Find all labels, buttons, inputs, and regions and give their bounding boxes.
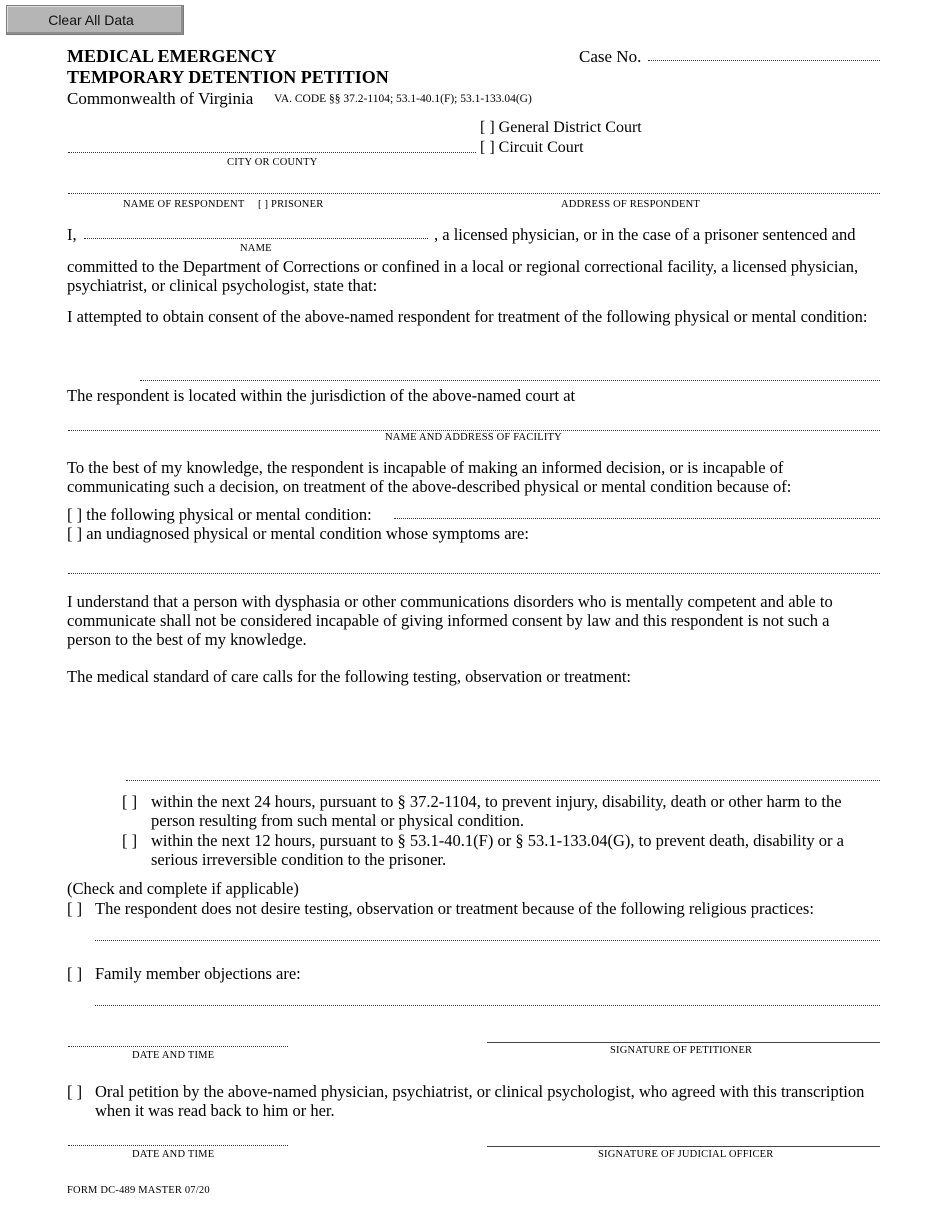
option-religious-label: The respondent does not desire testing, observation or treatment because of the following religious practices: <box>95 899 814 918</box>
general-district-label: General District Court <box>498 119 642 136</box>
case-no-field[interactable] <box>648 60 880 61</box>
incapable-paragraph: To the best of my knowledge, the respondent is incapable of making an informed decision, or is incapable of communicating such a decision, on treatment of the above-described physical or mental condition because of: <box>67 458 792 496</box>
religious-practices-field[interactable] <box>95 940 880 941</box>
form-title-line1: MEDICAL EMERGENCY <box>67 46 277 66</box>
checkbox-12-hours[interactable]: [ ] <box>122 831 138 850</box>
consent-paragraph: I attempted to obtain consent of the above-named respondent for treatment of the following physical or mental condition: <box>67 307 868 326</box>
option-physical-condition-label: the following physical or mental condition: <box>86 505 372 524</box>
date-time-label-2: DATE AND TIME <box>132 1149 215 1160</box>
circuit-court-option[interactable] <box>480 139 584 157</box>
general-district-court-option[interactable] <box>480 119 642 137</box>
treatment-field[interactable] <box>126 780 880 781</box>
date-time-field-2[interactable] <box>68 1145 288 1146</box>
check-if-applicable-note: (Check and complete if applicable) <box>67 879 299 898</box>
petitioner-signature-label: SIGNATURE OF PETITIONER <box>610 1045 753 1056</box>
form-id: FORM DC-489 MASTER 07/20 <box>67 1185 210 1196</box>
clear-all-data-button[interactable]: Clear All Data <box>6 5 184 35</box>
option-12-hours-label: within the next 12 hours, pursuant to § 53.1-40.1(F) or § 53.1-133.04(G), to prevent death, disability or a serious irreversible condition to the prisoner. <box>151 831 844 869</box>
circuit-label: Circuit Court <box>498 139 584 156</box>
option-undiagnosed-label: an undiagnosed physical or mental condition whose symptoms are: <box>86 524 529 543</box>
option-undiagnosed[interactable] <box>67 524 529 544</box>
facility-label: NAME AND ADDRESS OF FACILITY <box>385 432 562 443</box>
city-county-field[interactable] <box>68 152 476 153</box>
judicial-signature-line[interactable] <box>487 1146 880 1147</box>
petitioner-signature-line[interactable] <box>487 1042 880 1043</box>
va-code-citation: VA. CODE §§ 37.2-1104; 53.1-40.1(F); 53.1-133.04(G) <box>274 93 532 105</box>
i-suffix-text: , a licensed physician, or in the case of a prisoner sentenced and <box>434 225 856 244</box>
checkbox-religious[interactable]: [ ] <box>67 899 83 918</box>
physical-condition-field[interactable] <box>394 518 880 519</box>
city-county-label: CITY OR COUNTY <box>227 157 318 168</box>
judicial-signature-label: SIGNATURE OF JUDICIAL OFFICER <box>598 1149 774 1160</box>
oral-petition-label: Oral petition by the above-named physician, psychiatrist, or clinical psychologist, who agreed with this transcription when it was read back to him or her. <box>95 1082 865 1120</box>
name-label: NAME <box>240 243 272 254</box>
checkbox-24-hours[interactable]: [ ] <box>122 792 138 811</box>
checkbox[interactable]: [ ] <box>480 139 495 156</box>
dysphasia-paragraph: I understand that a person with dysphasia or other communications disorders who is mentally competent and able to communicate shall not be considered incapable of giving informed consent by law and this respondent is not such a person to the best of my knowledge. <box>67 592 833 649</box>
symptoms-field[interactable] <box>68 573 880 574</box>
checkbox[interactable]: [ ] <box>67 505 83 524</box>
date-time-label: DATE AND TIME <box>132 1050 215 1061</box>
location-paragraph: The respondent is located within the jurisdiction of the above-named court at <box>67 386 576 405</box>
checkbox[interactable]: [ ] <box>67 524 83 543</box>
condition-field[interactable] <box>140 380 880 381</box>
date-time-field[interactable] <box>68 1046 288 1047</box>
commonwealth-label: Commonwealth of Virginia <box>67 89 254 108</box>
form-title-line2: TEMPORARY DETENTION PETITION <box>67 67 389 87</box>
respondent-name-label: NAME OF RESPONDENT <box>123 199 245 210</box>
option-family-label: Family member objections are: <box>95 964 301 983</box>
option-physical-condition[interactable] <box>67 505 372 525</box>
case-no-label: Case No. <box>579 47 642 66</box>
respondent-address-label: ADDRESS OF RESPONDENT <box>561 199 700 210</box>
checkbox-oral-petition[interactable]: [ ] <box>67 1082 83 1101</box>
checkbox-family[interactable]: [ ] <box>67 964 83 983</box>
respondent-field[interactable] <box>68 193 880 194</box>
prisoner-checkbox-label[interactable]: [ ] PRISONER <box>258 199 324 210</box>
physician-name-field[interactable] <box>84 238 428 239</box>
statement-paragraph: committed to the Department of Corrections or confined in a local or regional correctional facility, a licensed physician, psychiatrist, or clinical psychologist, state that: <box>67 257 859 295</box>
family-objections-field[interactable] <box>95 1005 880 1006</box>
checkbox[interactable]: [ ] <box>480 119 495 136</box>
i-prefix: I, <box>67 225 77 244</box>
standard-of-care-paragraph: The medical standard of care calls for the following testing, observation or treatment: <box>67 667 632 686</box>
facility-field[interactable] <box>68 430 880 431</box>
option-24-hours-label: within the next 24 hours, pursuant to § 37.2-1104, to prevent injury, disability, death or other harm to the person resulting from such mental or physical condition. <box>151 792 842 830</box>
